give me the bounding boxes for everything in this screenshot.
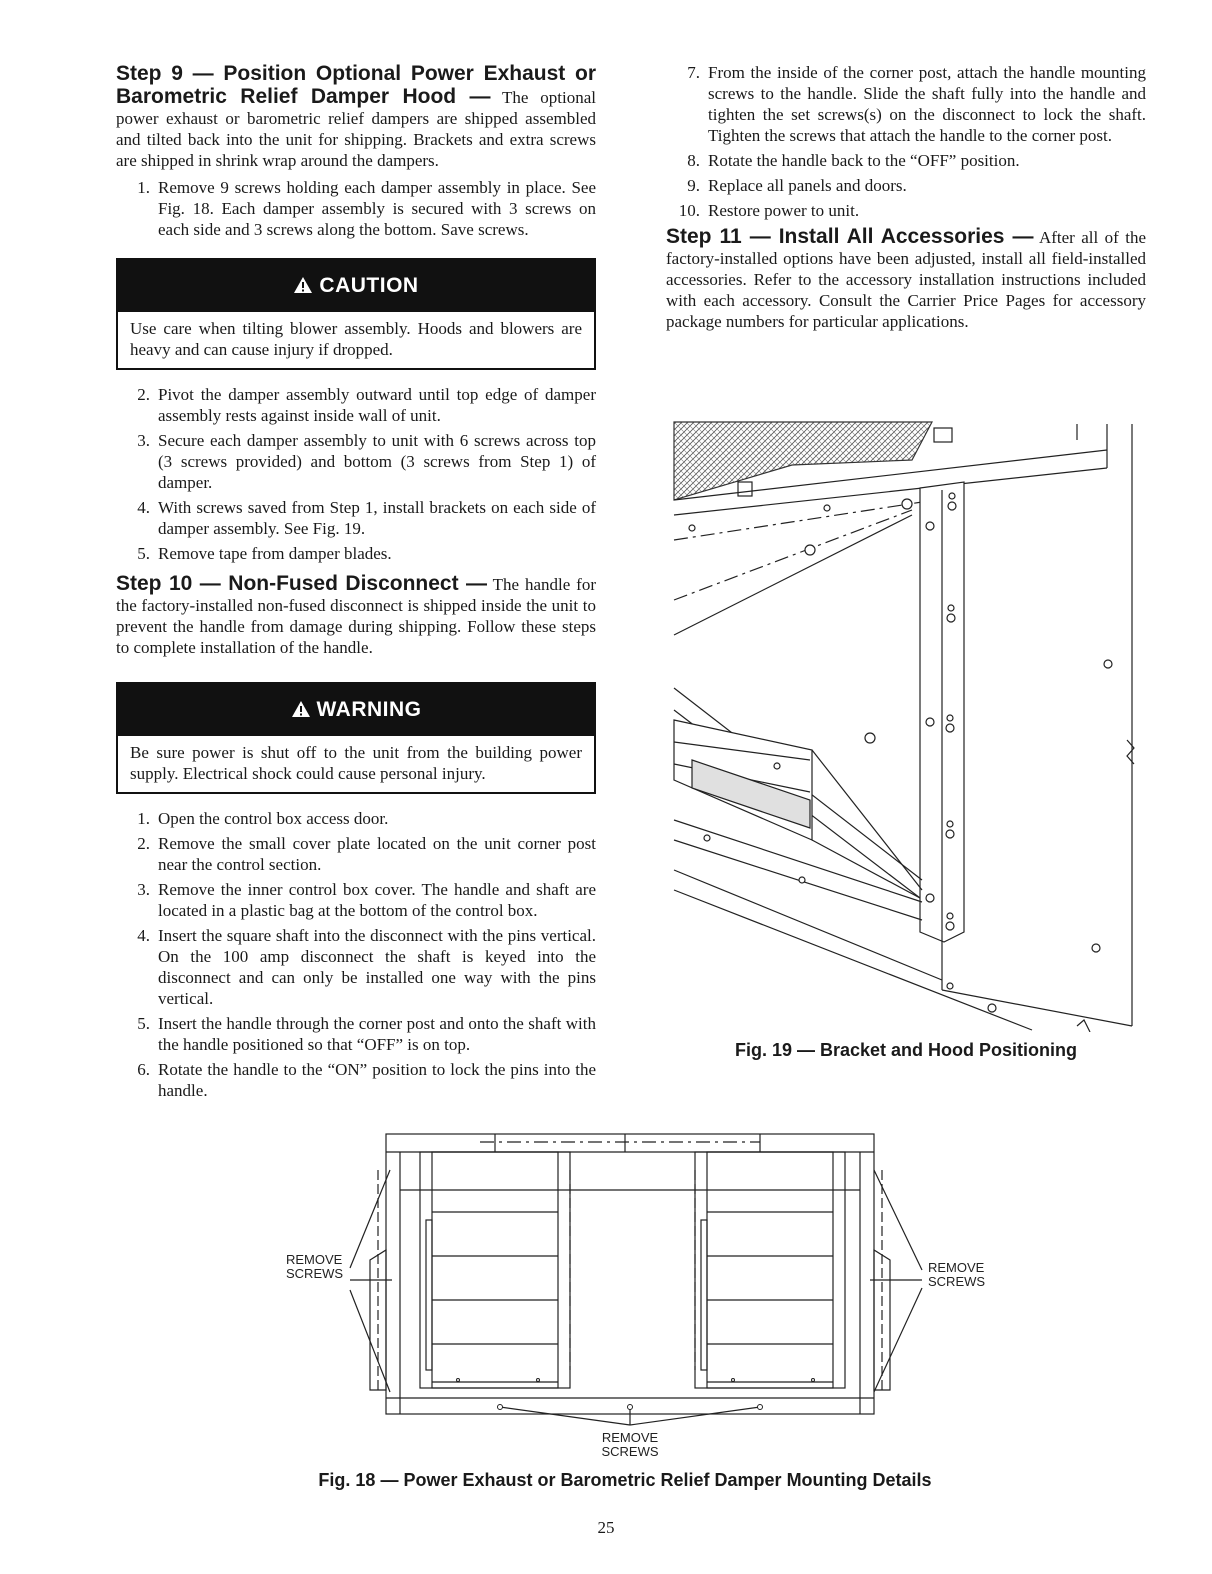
step11-intro: After all of the factory-installed options have been adjusted, install all field-installed accessories. Refer to the accessory installation instructions included with each accessory. Consult the Carrier Price Pages for accessory package numbers for particular applications. <box>666 228 1146 331</box>
fig18-caption: Fig. 18 — Power Exhaust or Barometric Relief Damper Mounting Details <box>318 1470 932 1490</box>
step9-paragraph <box>116 62 596 171</box>
fig18-label-right-2: SCREWS <box>928 1274 986 1289</box>
caution-heading: CAUTION <box>319 274 419 297</box>
list-item: 5. Insert the handle through the corner post and onto the shaft with the handle positioned so that “OFF” is on top. <box>137 1014 596 1054</box>
right-column <box>666 62 1146 332</box>
list-item: 1. Remove 9 screws holding each damper assembly in place. See Fig. 18. Each damper assembly is secured with 3 screws on each side and 3 screws along the bottom. Save screws. <box>137 178 596 239</box>
step9-list-a <box>116 177 596 240</box>
list-item: 1. Open the control box access door. <box>137 809 389 828</box>
list-item: 9. Replace all panels and doors. <box>687 176 907 195</box>
fig18-label-bottom-2: SCREWS <box>601 1444 659 1459</box>
step11-paragraph <box>666 225 1146 332</box>
list-item: 4. Insert the square shaft into the disconnect with the pins vertical. On the 100 amp disconnect the shaft is keyed into the disconnect and can only be installed one way with the pins vertical. <box>137 926 596 1008</box>
fig18-diagram <box>280 1130 1000 1460</box>
caution-box <box>116 258 596 370</box>
list-item: 2. Remove the small cover plate located on the unit corner post near the control section. <box>137 834 596 874</box>
caution-text: Use care when tilting blower assembly. Hoods and blowers are heavy and can cause injury if dropped. <box>130 319 582 359</box>
fig18-label-bottom-1: REMOVE <box>601 1430 659 1445</box>
list-item: 8. Rotate the handle back to the “OFF” position. <box>687 151 1020 170</box>
step9-title: Step 9 — Position Optional Power Exhaust or Barometric Relief Damper Hood — <box>116 62 596 108</box>
list-item: 3. Remove the inner control box cover. The handle and shaft are located in a plastic bag at the bottom of the control box. <box>137 880 596 920</box>
page-number: 25 <box>597 1518 615 1537</box>
warning-triangle-icon <box>293 276 313 294</box>
step9-intro: The optional power exhaust or barometric relief dampers are shipped assembled and tilted back into the unit for shipping. Brackets and extra screws are shipped in shrink wrap around the dampers. <box>116 88 596 170</box>
fig19-diagram <box>672 420 1142 1032</box>
step10-title: Step 10 — Non-Fused Disconnect — <box>116 572 488 595</box>
fig18-label-left-2: SCREWS <box>286 1266 344 1281</box>
caution-header <box>118 260 594 312</box>
list-item: 6. Rotate the handle to the “ON” position to lock the pins into the handle. <box>137 1060 596 1100</box>
list-item: 2. Pivot the damper assembly outward until top edge of damper assembly rests against inside wall of unit. <box>137 385 596 425</box>
fig19-caption: Fig. 19 — Bracket and Hood Positioning <box>734 1040 1078 1060</box>
step9-list-b <box>116 384 596 564</box>
step10-list <box>116 808 596 1101</box>
warning-header <box>118 684 594 736</box>
warning-text: Be sure power is shut off to the unit from the building power supply. Electrical shock could cause personal injury. <box>130 743 582 783</box>
list-item: 4. With screws saved from Step 1, install brackets on each side of damper assembly. See Fig. 19. <box>137 498 596 538</box>
list-item: 3. Secure each damper assembly to unit with 6 screws across top (3 screws provided) and bottom (3 screws from Step 1) of damper. <box>137 431 596 492</box>
step10-intro: The handle for the factory-installed non-fused disconnect is shipped inside the unit to prevent the handle from damage during shipping. Follow these steps to complete installation of the handle. <box>116 575 596 657</box>
step10-list-continued <box>666 62 1146 221</box>
list-item: 5. Remove tape from damper blades. <box>137 544 392 563</box>
step11-title: Step 11 — Install All Accessories — <box>666 225 1034 248</box>
fig18-label-right-1: REMOVE <box>928 1260 985 1275</box>
list-item: 7. From the inside of the corner post, attach the handle mounting screws to the handle. Slide the shaft fully into the handle and tighten the set screws(s) on the disconnect to lock the shaft. Tighten the screws that attach the handle to the corner post. <box>687 63 1146 145</box>
left-column <box>116 62 596 1105</box>
warning-heading: WARNING <box>316 698 422 721</box>
step10-paragraph <box>116 572 596 658</box>
fig18-label-left-1: REMOVE <box>286 1252 343 1267</box>
warning-triangle-icon <box>291 700 311 718</box>
list-item: 10. Restore power to unit. <box>678 201 860 220</box>
warning-box <box>116 682 596 794</box>
